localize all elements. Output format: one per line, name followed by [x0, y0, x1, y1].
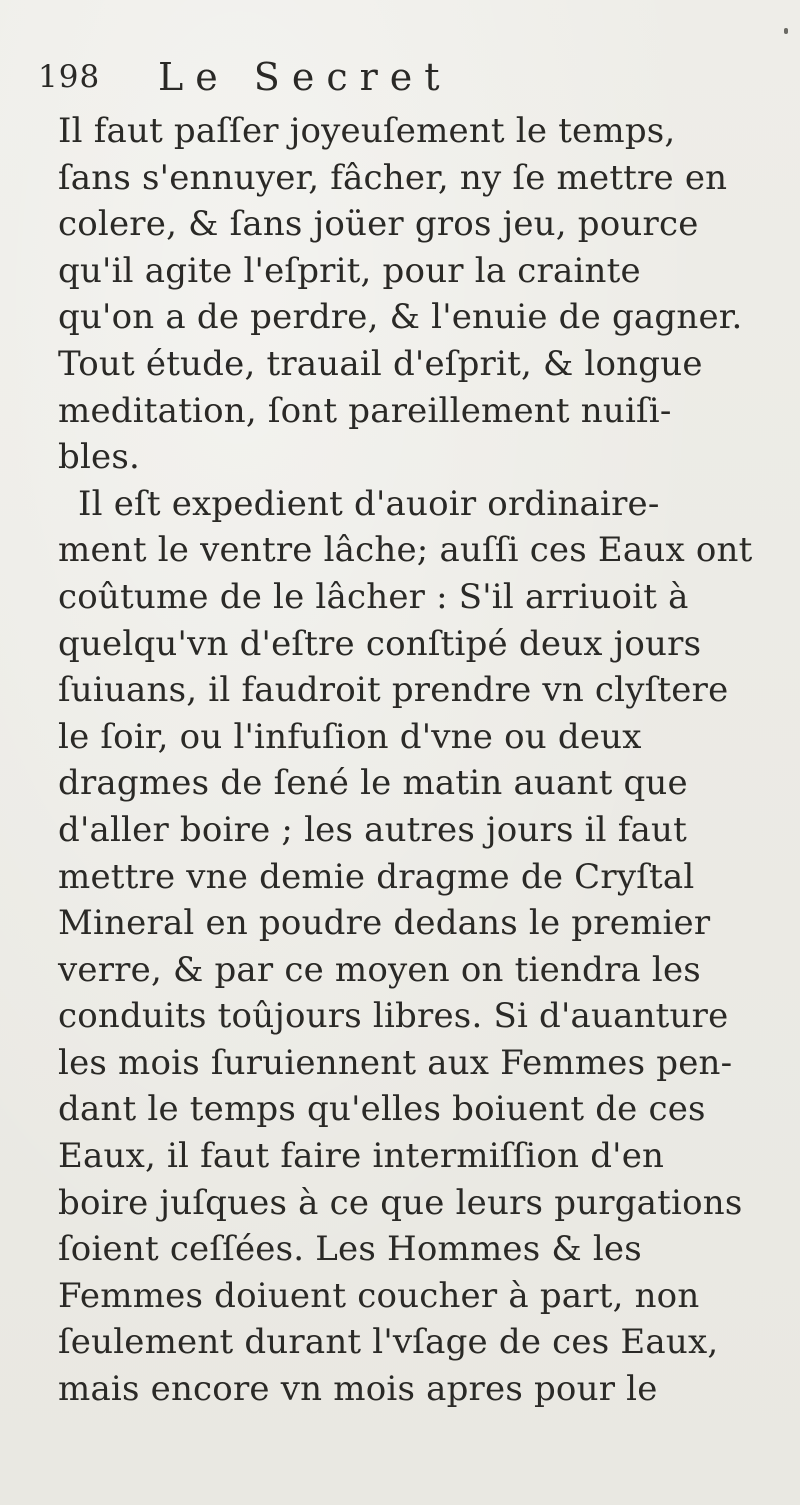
text-line: les mois ſuruiennent aux Femmes pen-	[58, 1042, 733, 1083]
text-line: d'aller boire ; les autres jours il faut	[58, 809, 687, 850]
text-line: boire juſques à ce que leurs purgations	[58, 1182, 743, 1223]
text-line: mettre vne demie dragme de Cryſtal	[58, 856, 695, 897]
text-line: quelqu'vn d'eſtre conſtipé deux jours	[58, 623, 702, 664]
ink-speck	[784, 28, 788, 34]
text-line: ſuiuans, il faudroit prendre vn clyſtere	[58, 670, 729, 711]
text-line: ſans s'ennuyer, fâcher, ny ſe mettre en	[58, 157, 728, 198]
page-number: 198	[38, 59, 101, 95]
text-line: Il eſt expedient d'auoir ordinaire-	[78, 483, 660, 524]
text-line: le ſoir, ou l'infuſion d'vne ou deux	[58, 716, 642, 757]
text-line: qu'il agite l'eſprit, pour la crainte	[58, 250, 641, 291]
text-line: Tout étude, trauail d'eſprit, & longue	[58, 343, 703, 384]
text-line: Il faut paſſer joyeuſement le temps,	[58, 111, 676, 151]
text-line: Eaux, il faut faire intermiſſion d'en	[58, 1136, 665, 1177]
text-line: dragmes de ſené le matin auant que	[58, 763, 688, 804]
text-line: meditation, ſont pareillement nuiſi-	[58, 390, 672, 431]
text-line: coûtume de le lâcher : S'il arriuoit à	[58, 576, 689, 617]
running-head	[38, 55, 778, 105]
text-line: ment le ventre lâche; auſſi ces Eaux ont	[58, 530, 753, 571]
running-title: Le Secret	[158, 55, 452, 99]
text-line: Mineral en poudre dedans le premier	[58, 903, 711, 944]
text-line: bles.	[58, 437, 141, 478]
body-text	[58, 108, 798, 1413]
text-line: mais encore vn mois apres pour le	[58, 1369, 658, 1410]
text-line: conduits toûjours libres. Si d'auanture	[58, 996, 729, 1037]
text-line: Femmes doiuent coucher à part, non	[58, 1275, 700, 1316]
text-line: ſeulement durant l'vſage de ces Eaux,	[58, 1322, 719, 1363]
text-line: ſoient ceſſées. Les Hommes & les	[58, 1229, 642, 1270]
text-line: verre, & par ce moyen on tiendra les	[58, 949, 701, 990]
text-line: dant le temps qu'elles boiuent de ces	[58, 1089, 706, 1130]
text-line: qu'on a de perdre, & l'enuie de gagner.	[58, 297, 743, 338]
text-line: colere, & ſans joüer gros jeu, pource	[58, 204, 699, 245]
